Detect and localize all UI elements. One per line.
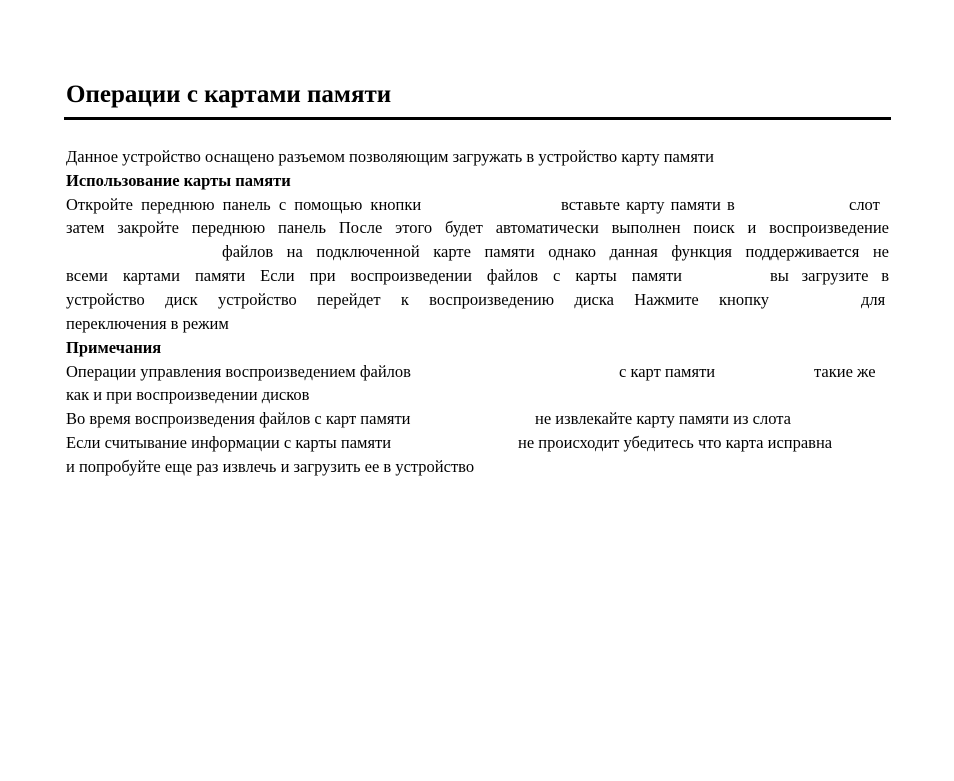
usage-text: устройство диск устройство перейдет к воспроизведению диска Нажмите кнопку: [66, 290, 769, 309]
note-text: с карт памяти: [619, 362, 716, 381]
usage-text: всеми картами памяти Если при воспроизведении файлов с карты памяти: [66, 266, 682, 285]
usage-text: слот: [849, 195, 880, 214]
note-text: Операции управления воспроизведением файлов: [66, 362, 411, 381]
usage-text: вставьте карту памяти в: [561, 195, 735, 214]
usage-line-6: переключения в режим: [66, 314, 229, 333]
page-title: Операции с картами памяти: [66, 81, 392, 108]
note-1-line-2: как и при воспроизведении дисков: [66, 385, 310, 404]
usage-line-4: [66, 264, 890, 288]
intro-paragraph: Данное устройство оснащено разъемом позволяющим загружать в устройство карту памяти: [66, 147, 714, 166]
note-text: не происходит убедитесь что карта исправна: [518, 433, 833, 452]
notes-heading: Примечания: [66, 338, 162, 357]
usage-heading: Использование карты памяти: [66, 171, 291, 190]
usage-line-5: [66, 288, 890, 312]
usage-line-1: [66, 193, 890, 217]
usage-line-3: файлов на подключенной карте памяти однако данная функция поддерживается не: [222, 242, 889, 261]
note-text: Если считывание информации с карты памяти: [66, 433, 392, 452]
usage-line-2: затем закройте переднюю панель После этого будет автоматически выполнен поиск и воспроизведение: [66, 218, 889, 237]
note-2-line-1: [66, 407, 890, 431]
note-1-line-1: [66, 360, 890, 384]
note-3-line-2: и попробуйте еще раз извлечь и загрузить ее в устройство: [66, 457, 475, 476]
usage-text: вы загрузите в: [770, 266, 889, 285]
title-divider: [64, 117, 891, 120]
note-text: такие же: [814, 362, 876, 381]
note-3-line-1: [66, 431, 890, 455]
note-text: Во время воспроизведения файлов с карт памяти: [66, 409, 411, 428]
usage-text: для: [861, 290, 886, 309]
usage-text: Откройте переднюю панель с помощью кнопки: [66, 195, 422, 214]
note-text: не извлекайте карту памяти из слота: [535, 409, 791, 428]
